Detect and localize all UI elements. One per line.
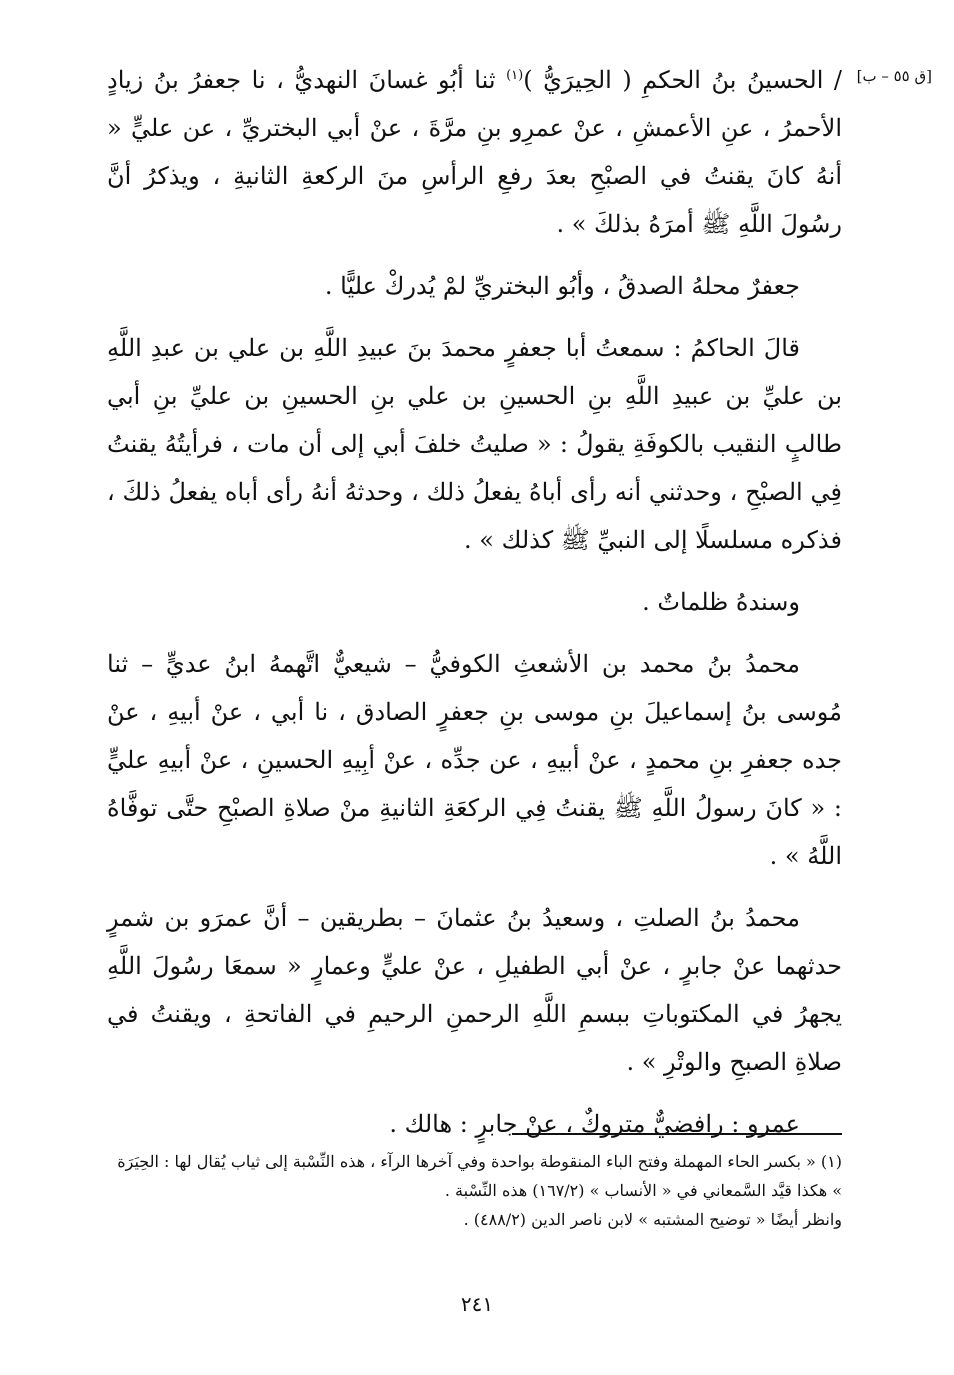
paragraph-1 — [107, 56, 842, 248]
paragraph-4: وسندهُ ظلماتٌ . — [642, 588, 800, 616]
footnotes — [107, 1147, 842, 1234]
main-text — [107, 56, 842, 1162]
paragraph-1-start: / الحسينُ بنُ الحكمِ ( الحِيرَيُّ ) — [523, 66, 842, 94]
footnote-divider — [512, 1133, 842, 1135]
footnote-reference[interactable]: (١) — [506, 68, 524, 83]
paragraph-5: محمدُ بنُ محمد بن الأشعثِ الكوفيُّ – شيعيٌّ اتَّهمهُ ابنُ عديٍّ – ثنا مُوسى بنُ إسماعيلَ بنِ موسى بنِ جعفرٍ الصادق ، نا أبي ، عنْ أبيهِ ، عنْ جده جعفرِ بنِ محمدٍ ، عنْ أبيهِ ، عن جدِّه ، عنْ أبِيهِ الحسينِ ، عنْ أبيهِ عليٍّ : « كانَ رسولُ اللَّهِ ﷺ يقنتُ فِي الركعَةِ الثانيةِ منْ صلاةِ الصبْحِ حتَّى توفَّاهُ اللَّهُ » . — [107, 650, 842, 870]
footnote-1: (١) « بكسر الحاء المهملة وفتح الباء المنقوطة بواحدة وفي آخرها الرآء ، هذه النِّسْبة إلى ثياب يُقال لها : الحِيَرَة » هكذا قيَّد السَّمعاني في « الأنساب » (١٦٧/٢) هذه النِّسْبة . — [117, 1152, 842, 1200]
paragraph-1-rest: ثنا أبُو غسانَ النهديُّ ، نا جعفرُ بنُ زيادٍ الأحمرُ ، عنِ الأعمشِ ، عنْ عمرِو بنِ مرَّةَ ، عنْ أبي البختريِّ ، عن عليٍّ « أنهُ كانَ يقنتُ في الصبْحِ بعدَ رفعِ الرأسِ منَ الركعةِ الثانيةِ ، ويذكرُ أنَّ رسُولَ اللَّهِ ﷺ أمرَهُ بذلكَ » . — [107, 66, 842, 238]
paragraph-2: جعفرٌ محلهُ الصدقُ ، وأبُو البختريِّ لمْ يُدركْ عليًّا . — [324, 272, 800, 300]
marginal-folio-note: [ق ٥٥ – ب] — [856, 67, 932, 85]
page-number: ٢٤١ — [460, 1292, 494, 1316]
paragraph-7: عمرو : رافضيٌّ متروكٌ ، عنْ جابرٍ : هالك . — [389, 1110, 800, 1138]
paragraph-6: محمدُ بنُ الصلتِ ، وسعيدُ بنُ عثمانَ – بطريقين – أنَّ عمرَو بن شمرٍ حدثهما عنْ جابرٍ ، عنْ أبي الطفيلِ ، عنْ عليٍّ وعمارٍ « سمعَا رسُولَ اللَّهِ يجهرُ في المكتوباتِ ببسمِ اللَّهِ الرحمنِ الرحيمِ في الفاتحةِ ، ويقنتُ في صلاةِ الصبحِ والوتْرِ » . — [107, 904, 842, 1076]
footnote-1-continuation: وانظر أيضًا « توضيح المشتبه » لابن ناصر الدين (٤٨٨/٢) . — [463, 1210, 842, 1229]
paragraph-3: قالَ الحاكمُ : سمعتُ أبا جعفرٍ محمدَ بنَ عبيدِ اللَّهِ بن علي بن عبدِ اللَّهِ بن عليِّ بن عبيدِ اللَّهِ بنِ الحسينِ بن علي بنِ الحسينِ بن عليِّ بنِ أبي طالبٍ النقيب بالكوفَةِ يقولُ : « صليتُ خلفَ أبي إلى أن مات ، فرأيتُهُ يقنتُ فِي الصبْحِ ، وحدثني أنه رأى أباهُ يفعلُ ذلك ، وحدثهُ أنهُ رأى أباه يفعلُ ذلكَ ، فذكره مسلسلًا إلى النبيِّ ﷺ كذلك » . — [107, 334, 842, 554]
